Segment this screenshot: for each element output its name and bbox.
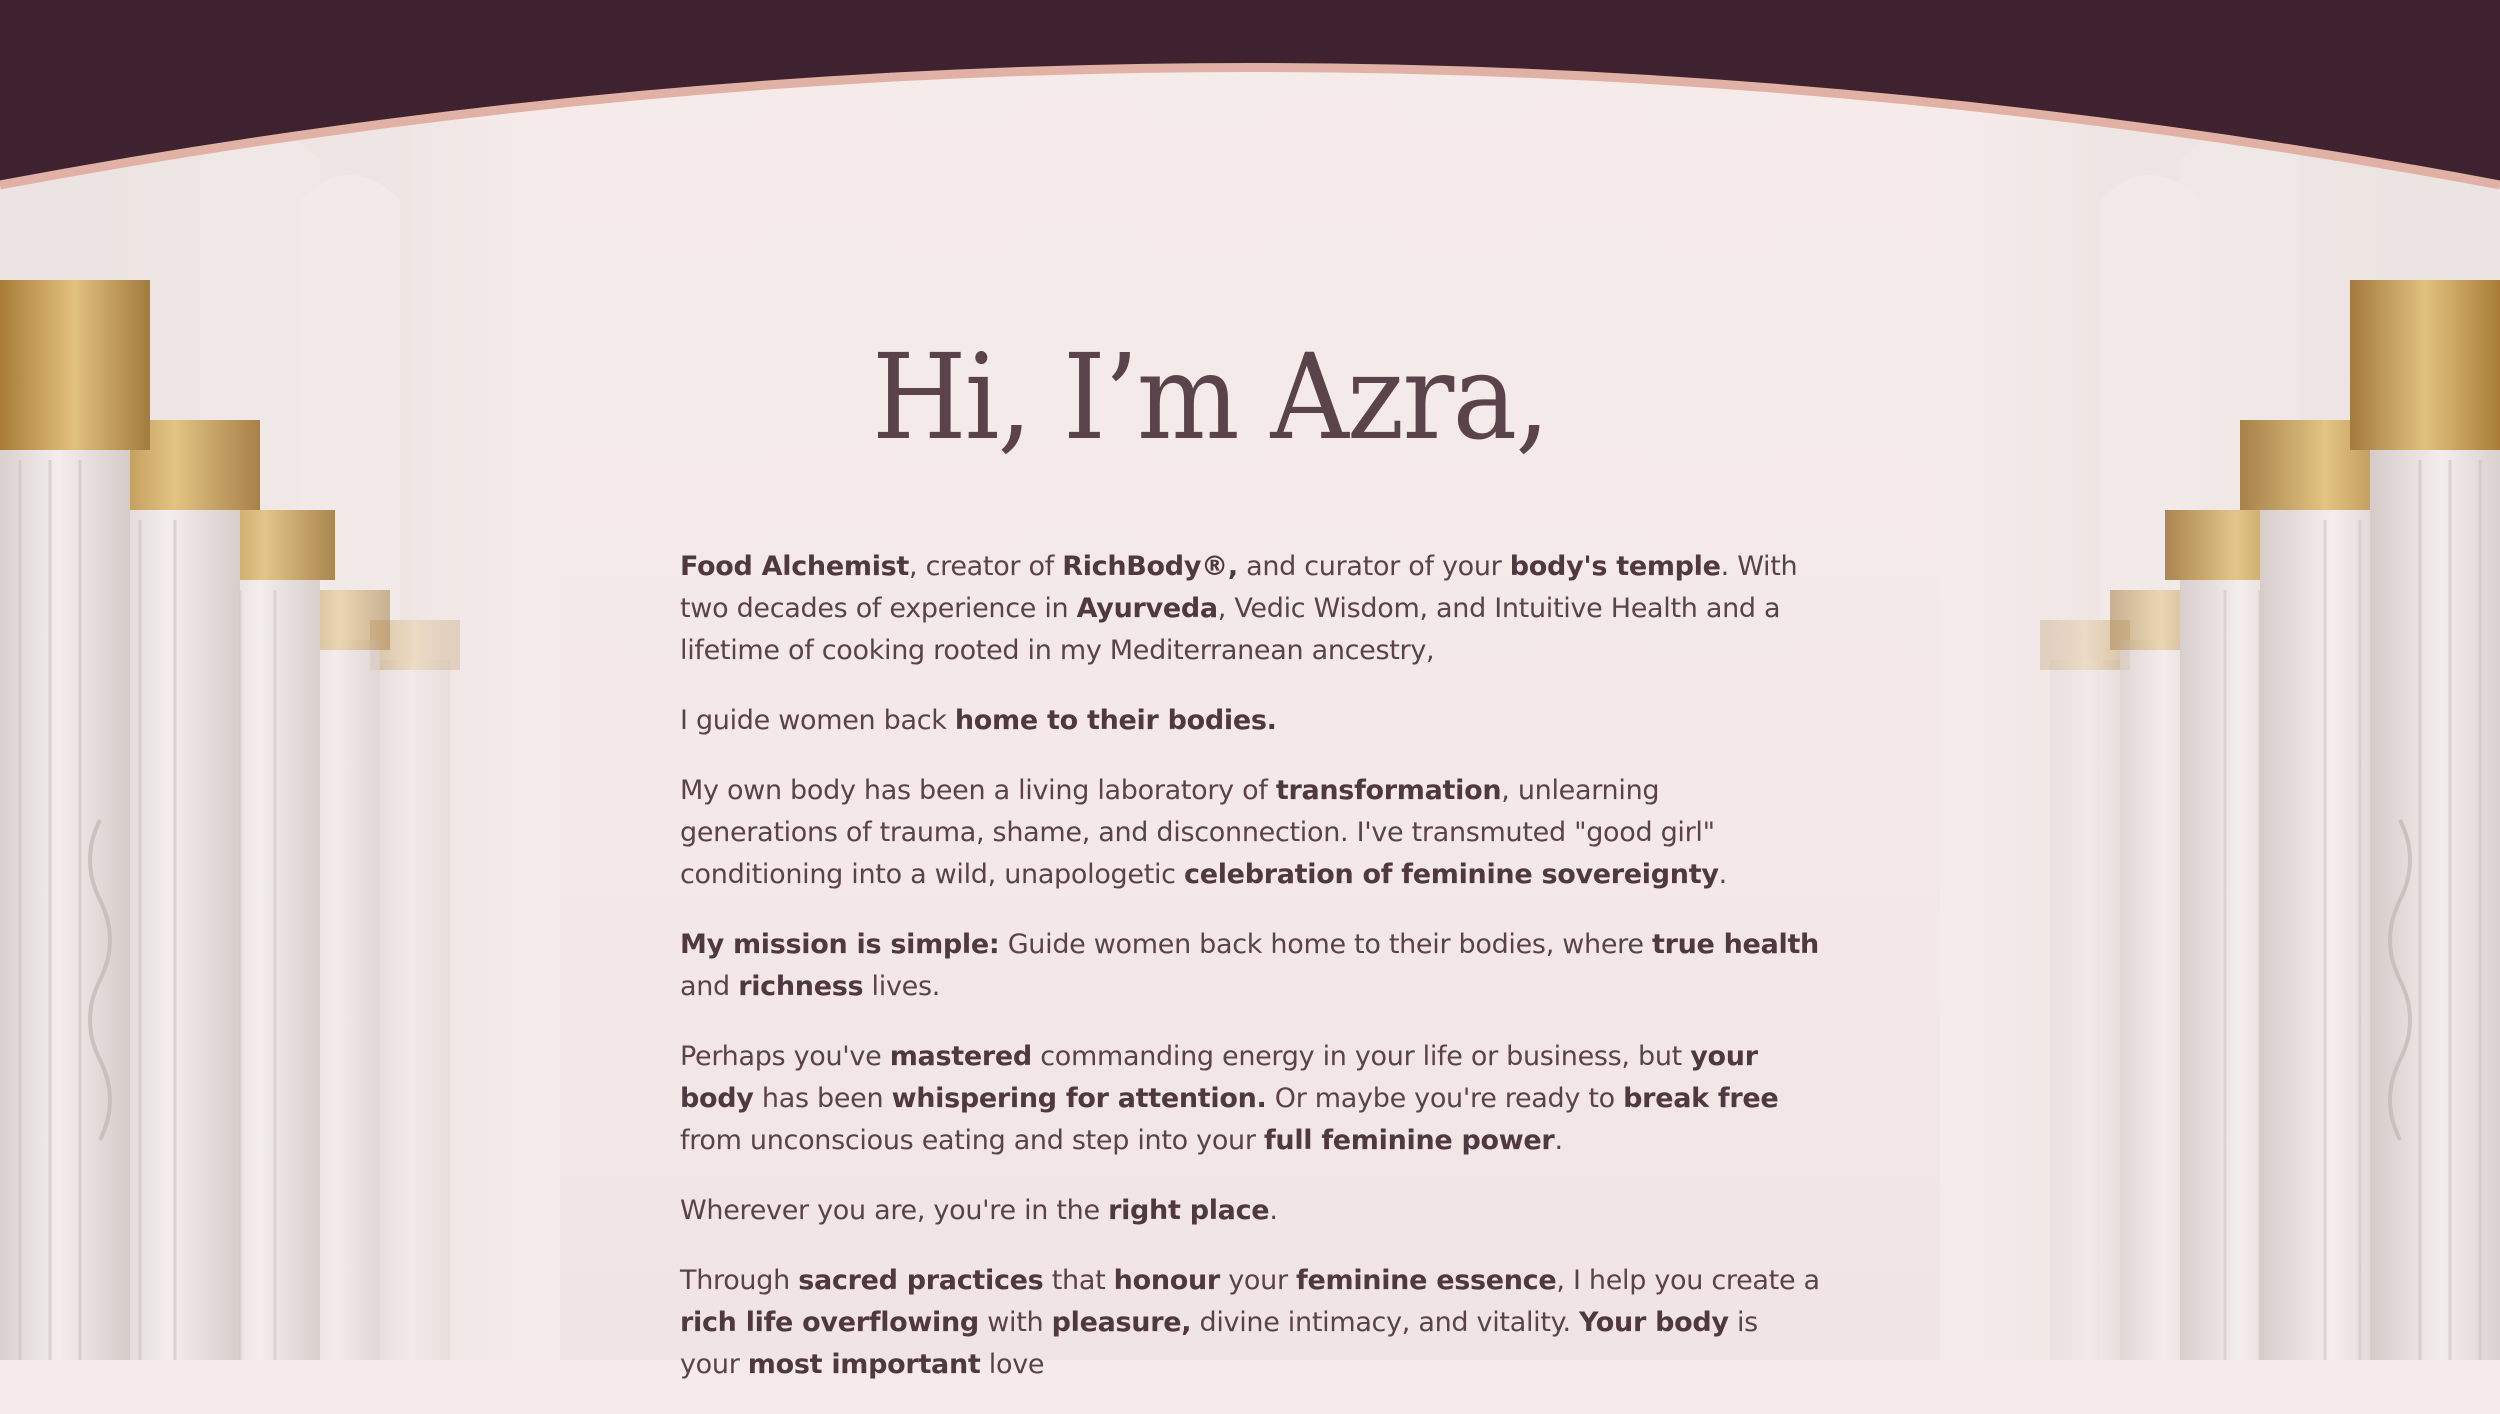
body-text: lives. — [863, 970, 940, 1002]
emphasis-text: break free — [1623, 1082, 1779, 1114]
body-text: with — [978, 1306, 1052, 1338]
emphasis-text: celebration of feminine sovereignty — [1184, 858, 1719, 890]
intro-paragraph — [680, 1260, 1820, 1386]
top-arch-band — [0, 0, 2500, 200]
body-text: divine intimacy, and vitality. — [1191, 1306, 1580, 1338]
emphasis-text: sacred practices — [798, 1264, 1044, 1296]
body-text: commanding energy in your life or business, but — [1031, 1040, 1691, 1072]
body-text: Guide women back home to their bodies, where — [999, 928, 1652, 960]
body-text: your — [1219, 1264, 1297, 1296]
emphasis-text: true health — [1651, 928, 1819, 960]
body-text: love — [980, 1348, 1045, 1380]
intro-paragraph — [680, 770, 1820, 896]
emphasis-text: rich life overflowing — [680, 1306, 979, 1338]
emphasis-text: right place — [1108, 1194, 1270, 1226]
emphasis-text: Ayurveda — [1076, 592, 1218, 624]
emphasis-text: Food Alchemist — [680, 550, 910, 582]
intro-section — [680, 330, 1820, 1414]
intro-paragraph — [680, 1036, 1820, 1162]
body-text: Wherever you are, you're in the — [680, 1194, 1109, 1226]
emphasis-text: most important — [747, 1348, 981, 1380]
emphasis-text: home to their bodies. — [954, 704, 1277, 736]
intro-paragraph — [680, 1190, 1820, 1232]
body-text: . — [1269, 1194, 1278, 1226]
emphasis-text: body's temple — [1509, 550, 1721, 582]
body-text: has been — [753, 1082, 892, 1114]
emphasis-text: whispering for attention. — [891, 1082, 1267, 1114]
body-text: Through — [680, 1264, 799, 1296]
body-text: , Vedic Wisdom, and Intuitive Health and a lifetime of cooking rooted in my Mediterranean ancestry, — [680, 592, 1781, 666]
body-text: is your — [680, 1306, 1758, 1380]
body-text: and curator of your — [1237, 550, 1510, 582]
emphasis-text: Your body — [1579, 1306, 1729, 1338]
right-colonnade-illustration — [1940, 120, 2500, 1360]
body-text: that — [1043, 1264, 1114, 1296]
emphasis-text: feminine essence — [1296, 1264, 1557, 1296]
emphasis-text: your body — [680, 1040, 1758, 1114]
body-text: . — [1718, 858, 1727, 890]
body-text: . — [1554, 1124, 1563, 1156]
intro-paragraph — [680, 546, 1820, 672]
emphasis-text: richness — [738, 970, 864, 1002]
body-text: from unconscious eating and step into your — [680, 1124, 1264, 1156]
body-text: , unlearning generations of trauma, shame, and disconnection. I've transmuted "good girl" conditioning into a wild, unapologetic — [680, 774, 1715, 890]
body-text: Or maybe you're ready to — [1266, 1082, 1624, 1114]
emphasis-text: mastered — [889, 1040, 1032, 1072]
body-text: My own body has been a living laboratory of — [680, 774, 1276, 806]
emphasis-text: RichBody®, — [1062, 550, 1238, 582]
intro-paragraph — [680, 924, 1820, 1008]
emphasis-text: honour — [1113, 1264, 1220, 1296]
body-text: and — [680, 970, 739, 1002]
body-text: , creator of — [909, 550, 1063, 582]
page-title: Hi, I’m Azra, — [871, 328, 1549, 466]
emphasis-text: transformation — [1275, 774, 1502, 806]
emphasis-text: pleasure, — [1051, 1306, 1192, 1338]
intro-text — [680, 546, 1820, 1386]
body-text: Perhaps you've — [680, 1040, 890, 1072]
body-text: , I help you create a — [1556, 1264, 1820, 1296]
body-text: I guide women back — [680, 704, 955, 736]
emphasis-text: full feminine power — [1263, 1124, 1555, 1156]
emphasis-text: My mission is simple: — [680, 928, 1000, 960]
left-colonnade-illustration — [0, 120, 560, 1360]
intro-paragraph — [680, 700, 1820, 742]
body-text: . With two decades of experience in — [680, 550, 1798, 624]
